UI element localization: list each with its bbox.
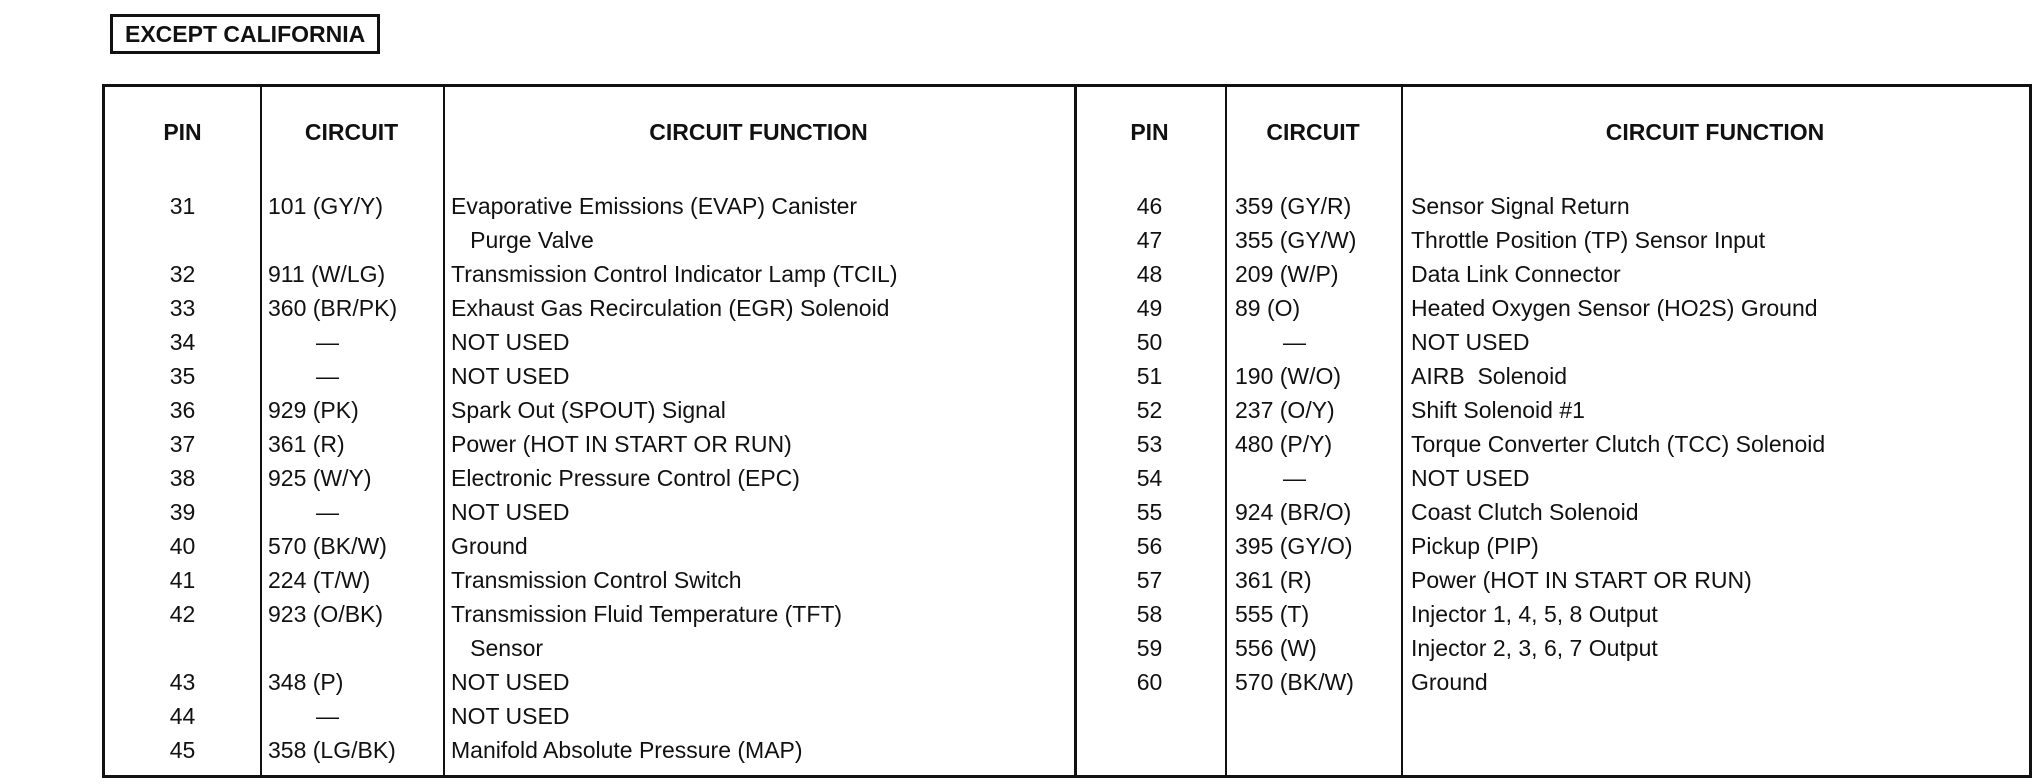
right-circuit-cell: 237 (O/Y) xyxy=(1235,397,1335,423)
right-function-cell: Coast Clutch Solenoid xyxy=(1411,499,1639,525)
left-pin-cell: 40 xyxy=(169,533,196,559)
left-function-cell: NOT USED xyxy=(451,363,570,389)
left-function-cell: Transmission Control Switch xyxy=(451,567,742,593)
right-function-cell: Pickup (PIP) xyxy=(1411,533,1539,559)
right-function-cell: Torque Converter Clutch (TCC) Solenoid xyxy=(1411,431,1826,457)
right-function-cell: Power (HOT IN START OR RUN) xyxy=(1411,567,1752,593)
right-function-cell: Ground xyxy=(1411,669,1488,695)
left-function-cell: Purge Valve xyxy=(451,227,594,253)
header-left-circuit: CIRCUIT xyxy=(304,119,399,145)
left-circuit-cell: 224 (T/W) xyxy=(268,567,371,593)
left-pin-cell: 38 xyxy=(169,465,196,491)
right-pin-cell: 50 xyxy=(1136,329,1163,355)
right-circuit-cell: 190 (W/O) xyxy=(1235,363,1342,389)
left-circuit-cell: 925 (W/Y) xyxy=(268,465,372,491)
divider-right-circuit xyxy=(1401,87,1403,775)
left-pin-cell: 41 xyxy=(169,567,196,593)
left-circuit-cell: — xyxy=(316,363,339,389)
left-circuit-cell: 101 (GY/Y) xyxy=(268,193,384,219)
divider-left-pin xyxy=(260,87,262,775)
right-pin-cell: 60 xyxy=(1136,669,1163,695)
header-right-function: CIRCUIT FUNCTION xyxy=(1605,119,1825,145)
left-circuit-cell: 911 (W/LG) xyxy=(268,261,386,287)
right-function-cell: NOT USED xyxy=(1411,329,1530,355)
left-function-cell: Transmission Control Indicator Lamp (TCIL) xyxy=(451,261,898,287)
section-label xyxy=(110,14,380,54)
right-pin-cell: 59 xyxy=(1136,635,1163,661)
left-function-cell: Ground xyxy=(451,533,528,559)
right-circuit-cell: — xyxy=(1283,329,1306,355)
right-circuit-cell: 361 (R) xyxy=(1235,567,1312,593)
left-function-cell: Sensor xyxy=(451,635,544,661)
divider-left-circuit xyxy=(443,87,445,775)
left-circuit-cell: 360 (BR/PK) xyxy=(268,295,398,321)
left-pin-cell: 35 xyxy=(169,363,196,389)
left-circuit-cell: — xyxy=(316,703,339,729)
left-function-cell: Spark Out (SPOUT) Signal xyxy=(451,397,726,423)
right-function-cell: Data Link Connector xyxy=(1411,261,1621,287)
right-circuit-cell: — xyxy=(1283,465,1306,491)
left-pin-cell: 33 xyxy=(169,295,196,321)
header-left-function: CIRCUIT FUNCTION xyxy=(649,119,868,145)
left-circuit-cell: 923 (O/BK) xyxy=(268,601,384,627)
header-left-pin: PIN xyxy=(163,119,202,145)
right-function-cell: Injector 1, 4, 5, 8 Output xyxy=(1411,601,1658,627)
right-function-cell: AIRB Solenoid xyxy=(1411,363,1567,389)
right-circuit-cell: 359 (GY/R) xyxy=(1235,193,1352,219)
left-function-cell: NOT USED xyxy=(451,329,570,355)
header-right-pin: PIN xyxy=(1130,119,1169,145)
left-circuit-cell: — xyxy=(316,329,339,355)
right-circuit-cell: 89 (O) xyxy=(1235,295,1301,321)
left-circuit-cell: 929 (PK) xyxy=(268,397,359,423)
right-pin-cell: 52 xyxy=(1136,397,1163,423)
right-pin-cell: 54 xyxy=(1136,465,1163,491)
left-function-cell: NOT USED xyxy=(451,703,570,729)
left-pin-cell: 45 xyxy=(169,737,196,763)
right-function-cell: Shift Solenoid #1 xyxy=(1411,397,1585,423)
section-label-text: EXCEPT CALIFORNIA xyxy=(125,21,366,47)
left-circuit-cell: 358 (LG/BK) xyxy=(268,737,396,763)
right-circuit-cell: 480 (P/Y) xyxy=(1235,431,1333,457)
left-pin-cell: 42 xyxy=(169,601,196,627)
right-circuit-cell: 556 (W) xyxy=(1235,635,1317,661)
left-pin-cell: 43 xyxy=(169,669,196,695)
left-circuit-cell: 361 (R) xyxy=(268,431,345,457)
left-pin-cell: 32 xyxy=(169,261,196,287)
right-function-cell: Sensor Signal Return xyxy=(1411,193,1630,219)
right-circuit-cell: 924 (BR/O) xyxy=(1235,499,1352,525)
right-circuit-cell: 555 (T) xyxy=(1235,601,1310,627)
right-pin-cell: 46 xyxy=(1136,193,1163,219)
left-pin-cell: 37 xyxy=(169,431,196,457)
left-function-cell: NOT USED xyxy=(451,669,570,695)
left-function-cell: Exhaust Gas Recirculation (EGR) Solenoid xyxy=(451,295,890,321)
left-pin-cell: 44 xyxy=(169,703,196,729)
left-function-cell: Transmission Fluid Temperature (TFT) xyxy=(451,601,843,627)
right-pin-cell: 56 xyxy=(1136,533,1163,559)
left-pin-cell: 34 xyxy=(169,329,196,355)
left-circuit-cell: 570 (BK/W) xyxy=(268,533,387,559)
left-pin-cell: 36 xyxy=(169,397,196,423)
right-pin-cell: 55 xyxy=(1136,499,1163,525)
left-function-cell: Power (HOT IN START OR RUN) xyxy=(451,431,792,457)
right-pin-cell: 47 xyxy=(1136,227,1163,253)
right-circuit-cell: 355 (GY/W) xyxy=(1235,227,1357,253)
right-function-cell: Injector 2, 3, 6, 7 Output xyxy=(1411,635,1658,661)
right-pin-cell: 58 xyxy=(1136,601,1163,627)
left-circuit-cell: 348 (P) xyxy=(268,669,344,695)
right-circuit-cell: 395 (GY/O) xyxy=(1235,533,1353,559)
right-pin-cell: 57 xyxy=(1136,567,1163,593)
left-function-cell: NOT USED xyxy=(451,499,570,525)
right-pin-cell: 48 xyxy=(1136,261,1163,287)
header-right-circuit: CIRCUIT xyxy=(1266,119,1360,145)
right-function-cell: Throttle Position (TP) Sensor Input xyxy=(1411,227,1766,253)
divider-right-pin xyxy=(1225,87,1227,775)
right-function-cell: Heated Oxygen Sensor (HO2S) Ground xyxy=(1411,295,1818,321)
right-circuit-cell: 570 (BK/W) xyxy=(1235,669,1354,695)
right-circuit-cell: 209 (W/P) xyxy=(1235,261,1339,287)
pinout-table xyxy=(102,84,2032,778)
left-pin-cell: 31 xyxy=(169,193,196,219)
right-function-cell: NOT USED xyxy=(1411,465,1530,491)
left-function-cell: Manifold Absolute Pressure (MAP) xyxy=(451,737,803,763)
left-circuit-cell: — xyxy=(316,499,339,525)
right-pin-cell: 51 xyxy=(1136,363,1163,389)
right-pin-cell: 53 xyxy=(1136,431,1163,457)
left-function-cell: Electronic Pressure Control (EPC) xyxy=(451,465,800,491)
left-function-cell: Evaporative Emissions (EVAP) Canister xyxy=(451,193,858,219)
left-pin-cell: 39 xyxy=(169,499,196,525)
right-pin-cell: 49 xyxy=(1136,295,1163,321)
